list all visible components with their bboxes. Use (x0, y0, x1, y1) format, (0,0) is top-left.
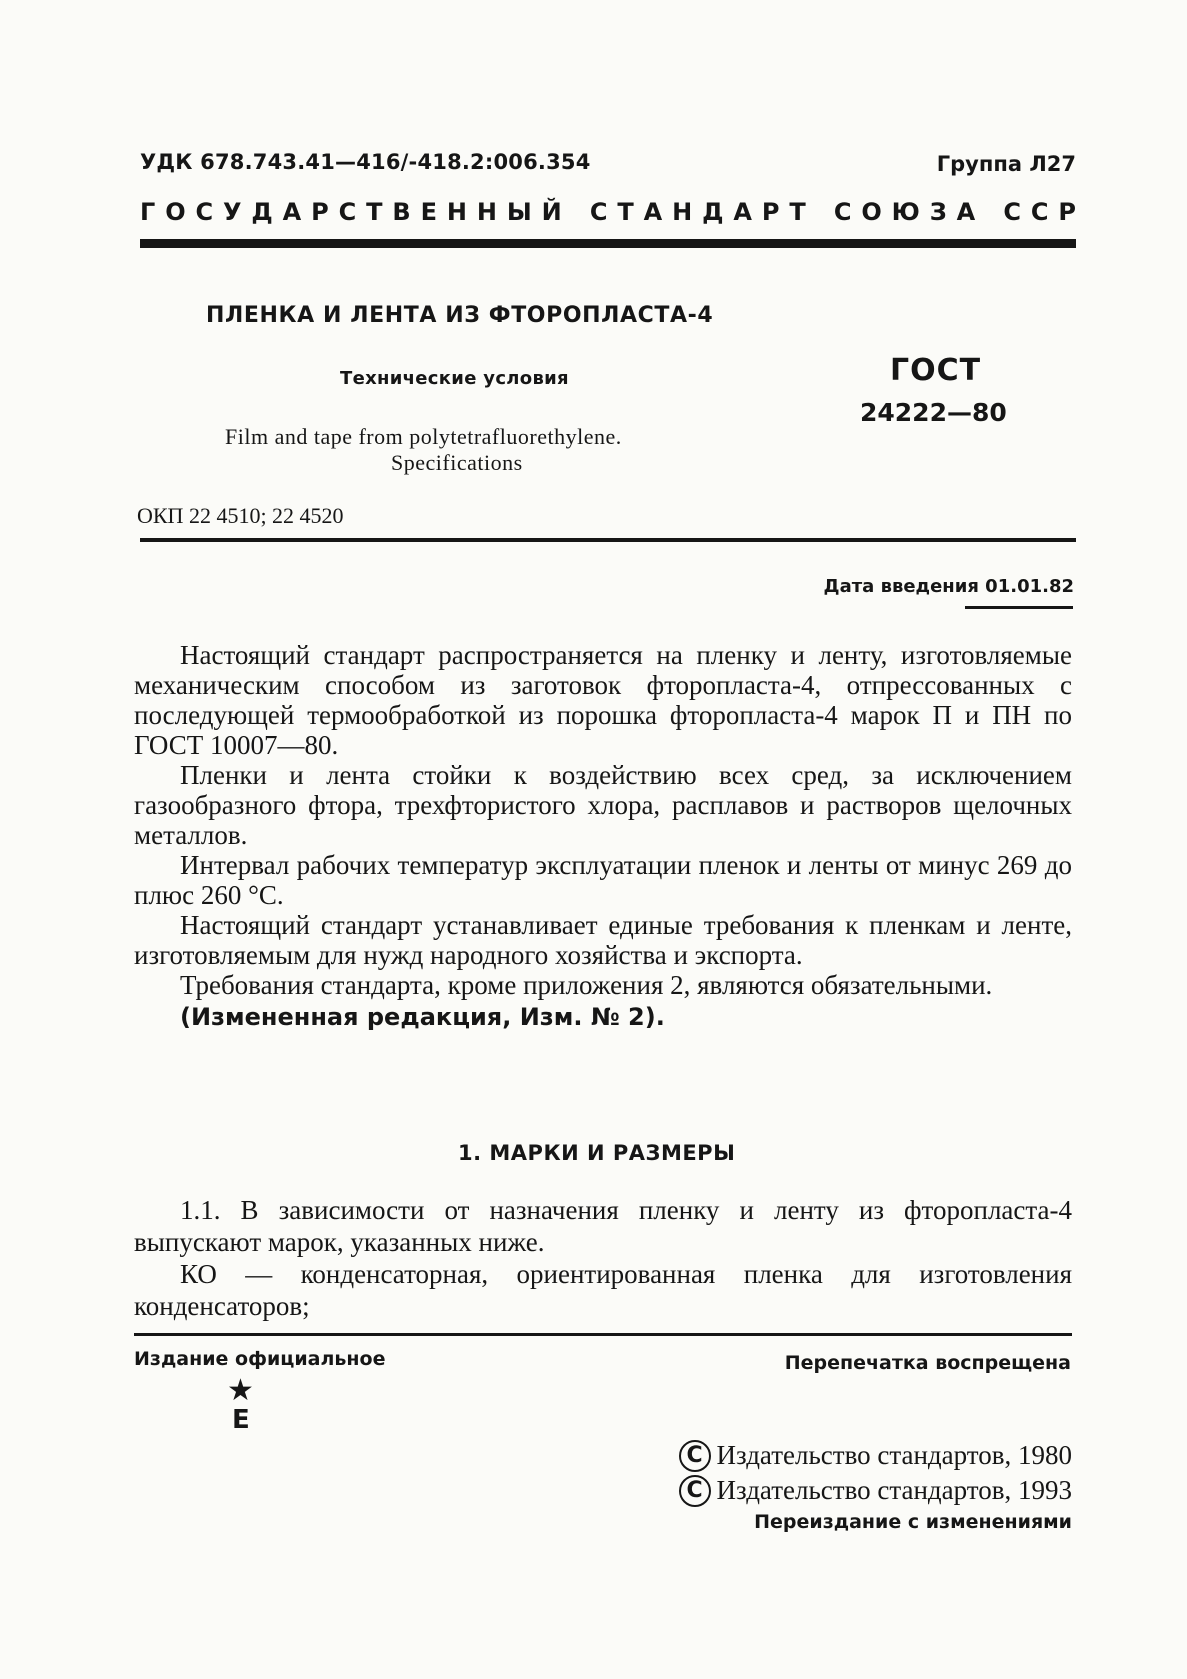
state-heading-letter: Й (541, 198, 562, 226)
header-rule (140, 239, 1076, 248)
reissue-note: Переиздание с изменениями (754, 1511, 1072, 1533)
state-standard-heading (140, 198, 1076, 226)
introduction-date: Дата введения 01.01.82 (823, 576, 1074, 597)
state-heading-letter: С (195, 198, 214, 226)
state-heading-letter: Е (420, 198, 437, 226)
state-heading-letter: С (1003, 198, 1021, 226)
section-heading: 1. МАРКИ И РАЗМЕРЫ (458, 1141, 736, 1165)
reprint-prohibited: Перепечатка воспрещена (784, 1352, 1071, 1374)
paragraph-temperature: Интервал рабочих температур эксплуатации пленок и ленты от минус 269 до плюс 260 °С. (134, 850, 1072, 910)
state-heading-letter: С (833, 198, 852, 226)
copyright-icon: С (679, 1475, 711, 1507)
paragraph-1-1: 1.1. В зависимости от назначения пленку и ленту из фторопласта-4 выпускают марок, указанных ниже. (134, 1195, 1072, 1257)
paragraph-requirements: Настоящий стандарт устанавливает единые требования к пленкам и ленте, изготовляемым для нужд народного хозяйства и экспорта. (134, 910, 1072, 970)
copyright-1980 (679, 1440, 1072, 1472)
copyright-icon: С (679, 1440, 711, 1472)
state-heading-letter: Н (446, 198, 467, 226)
copyright-1980-text: Издательство стандартов, 1980 (716, 1440, 1072, 1470)
state-heading-letter: Д (251, 198, 273, 226)
document-subtitle: Технические условия (340, 368, 569, 389)
copyright-1993 (679, 1475, 1072, 1507)
state-heading-letter: Ю (891, 198, 920, 226)
state-heading-letter: Ы (506, 198, 532, 226)
paragraph-scope: Настоящий стандарт распространяется на пленку и ленту, изготовляемые механическим способом из заготовок фторопласта-4, отпрессованных с последующей термообработкой из порошка фторопласта-4 марок П и ПН по ГОСТ 10007—80. (134, 640, 1072, 760)
state-heading-letter: А (282, 198, 302, 226)
e-mark: Е (232, 1405, 250, 1435)
official-edition: Издание официальное (134, 1348, 386, 1370)
state-heading-letter: В (392, 198, 411, 226)
state-heading-letter: У (223, 198, 242, 226)
udk-code: УДК 678.743.41—416/-418.2:006.354 (140, 150, 591, 174)
paragraph-ko: КО — конденсаторная, ориентированная пленка для изготовления конденсаторов; (134, 1259, 1072, 1321)
date-underline (965, 606, 1073, 609)
state-heading-letter (572, 198, 580, 226)
state-heading-letter: Р (761, 198, 780, 226)
state-heading-letter: Р (1058, 198, 1076, 226)
document-title: ПЛЕНКА И ЛЕНТА ИЗ ФТОРОПЛАСТА-4 (206, 303, 714, 328)
english-title-line2: Specifications (391, 450, 523, 475)
state-heading-letter: А (733, 198, 752, 226)
copyright-1993-text: Издательство стандартов, 1993 (716, 1475, 1072, 1505)
star-icon: ★ (227, 1373, 254, 1408)
state-heading-letter (985, 198, 993, 226)
state-heading-letter: А (643, 198, 663, 226)
gost-number: 24222—80 (860, 398, 1007, 427)
state-heading-letter: Р (311, 198, 329, 226)
intro-text (134, 640, 1072, 1034)
state-heading-letter: Н (476, 198, 497, 226)
state-heading-letter: Н (672, 198, 693, 226)
state-heading-letter: О (861, 198, 882, 226)
classification-group: Группа Л27 (936, 152, 1076, 176)
state-heading-letter: Д (702, 198, 724, 226)
state-heading-letter (816, 198, 824, 226)
title-rule (140, 538, 1076, 542)
state-heading-letter: Г (140, 198, 156, 226)
state-heading-letter: Т (366, 198, 383, 226)
footer-rule (134, 1333, 1072, 1336)
paragraph-resistance: Пленки и лента стойки к воздействию всех сред, за исключением газообразного фтора, трехфтористого хлора, расплавов и растворов щелочных металлов. (134, 760, 1072, 850)
state-heading-letter: О (165, 198, 186, 226)
state-heading-letter: Т (617, 198, 634, 226)
gost-label: ГОСТ (890, 353, 982, 388)
section-text (134, 1194, 1072, 1322)
english-title-line1: Film and tape from polytetrafluorethylene. (225, 424, 622, 449)
paragraph-amendment: (Измененная редакция, Изм. № 2). (180, 1003, 665, 1031)
state-heading-letter: С (589, 198, 608, 226)
paragraph-mandatory: Требования стандарта, кроме приложения 2, являются обязательными. (180, 970, 993, 1000)
state-heading-letter: А (956, 198, 976, 226)
okp-code: ОКП 22 4510; 22 4520 (137, 503, 344, 528)
state-heading-letter: С (1030, 198, 1049, 226)
state-heading-letter: Т (789, 198, 806, 226)
state-heading-letter: З (929, 198, 947, 226)
state-heading-letter: С (338, 198, 357, 226)
